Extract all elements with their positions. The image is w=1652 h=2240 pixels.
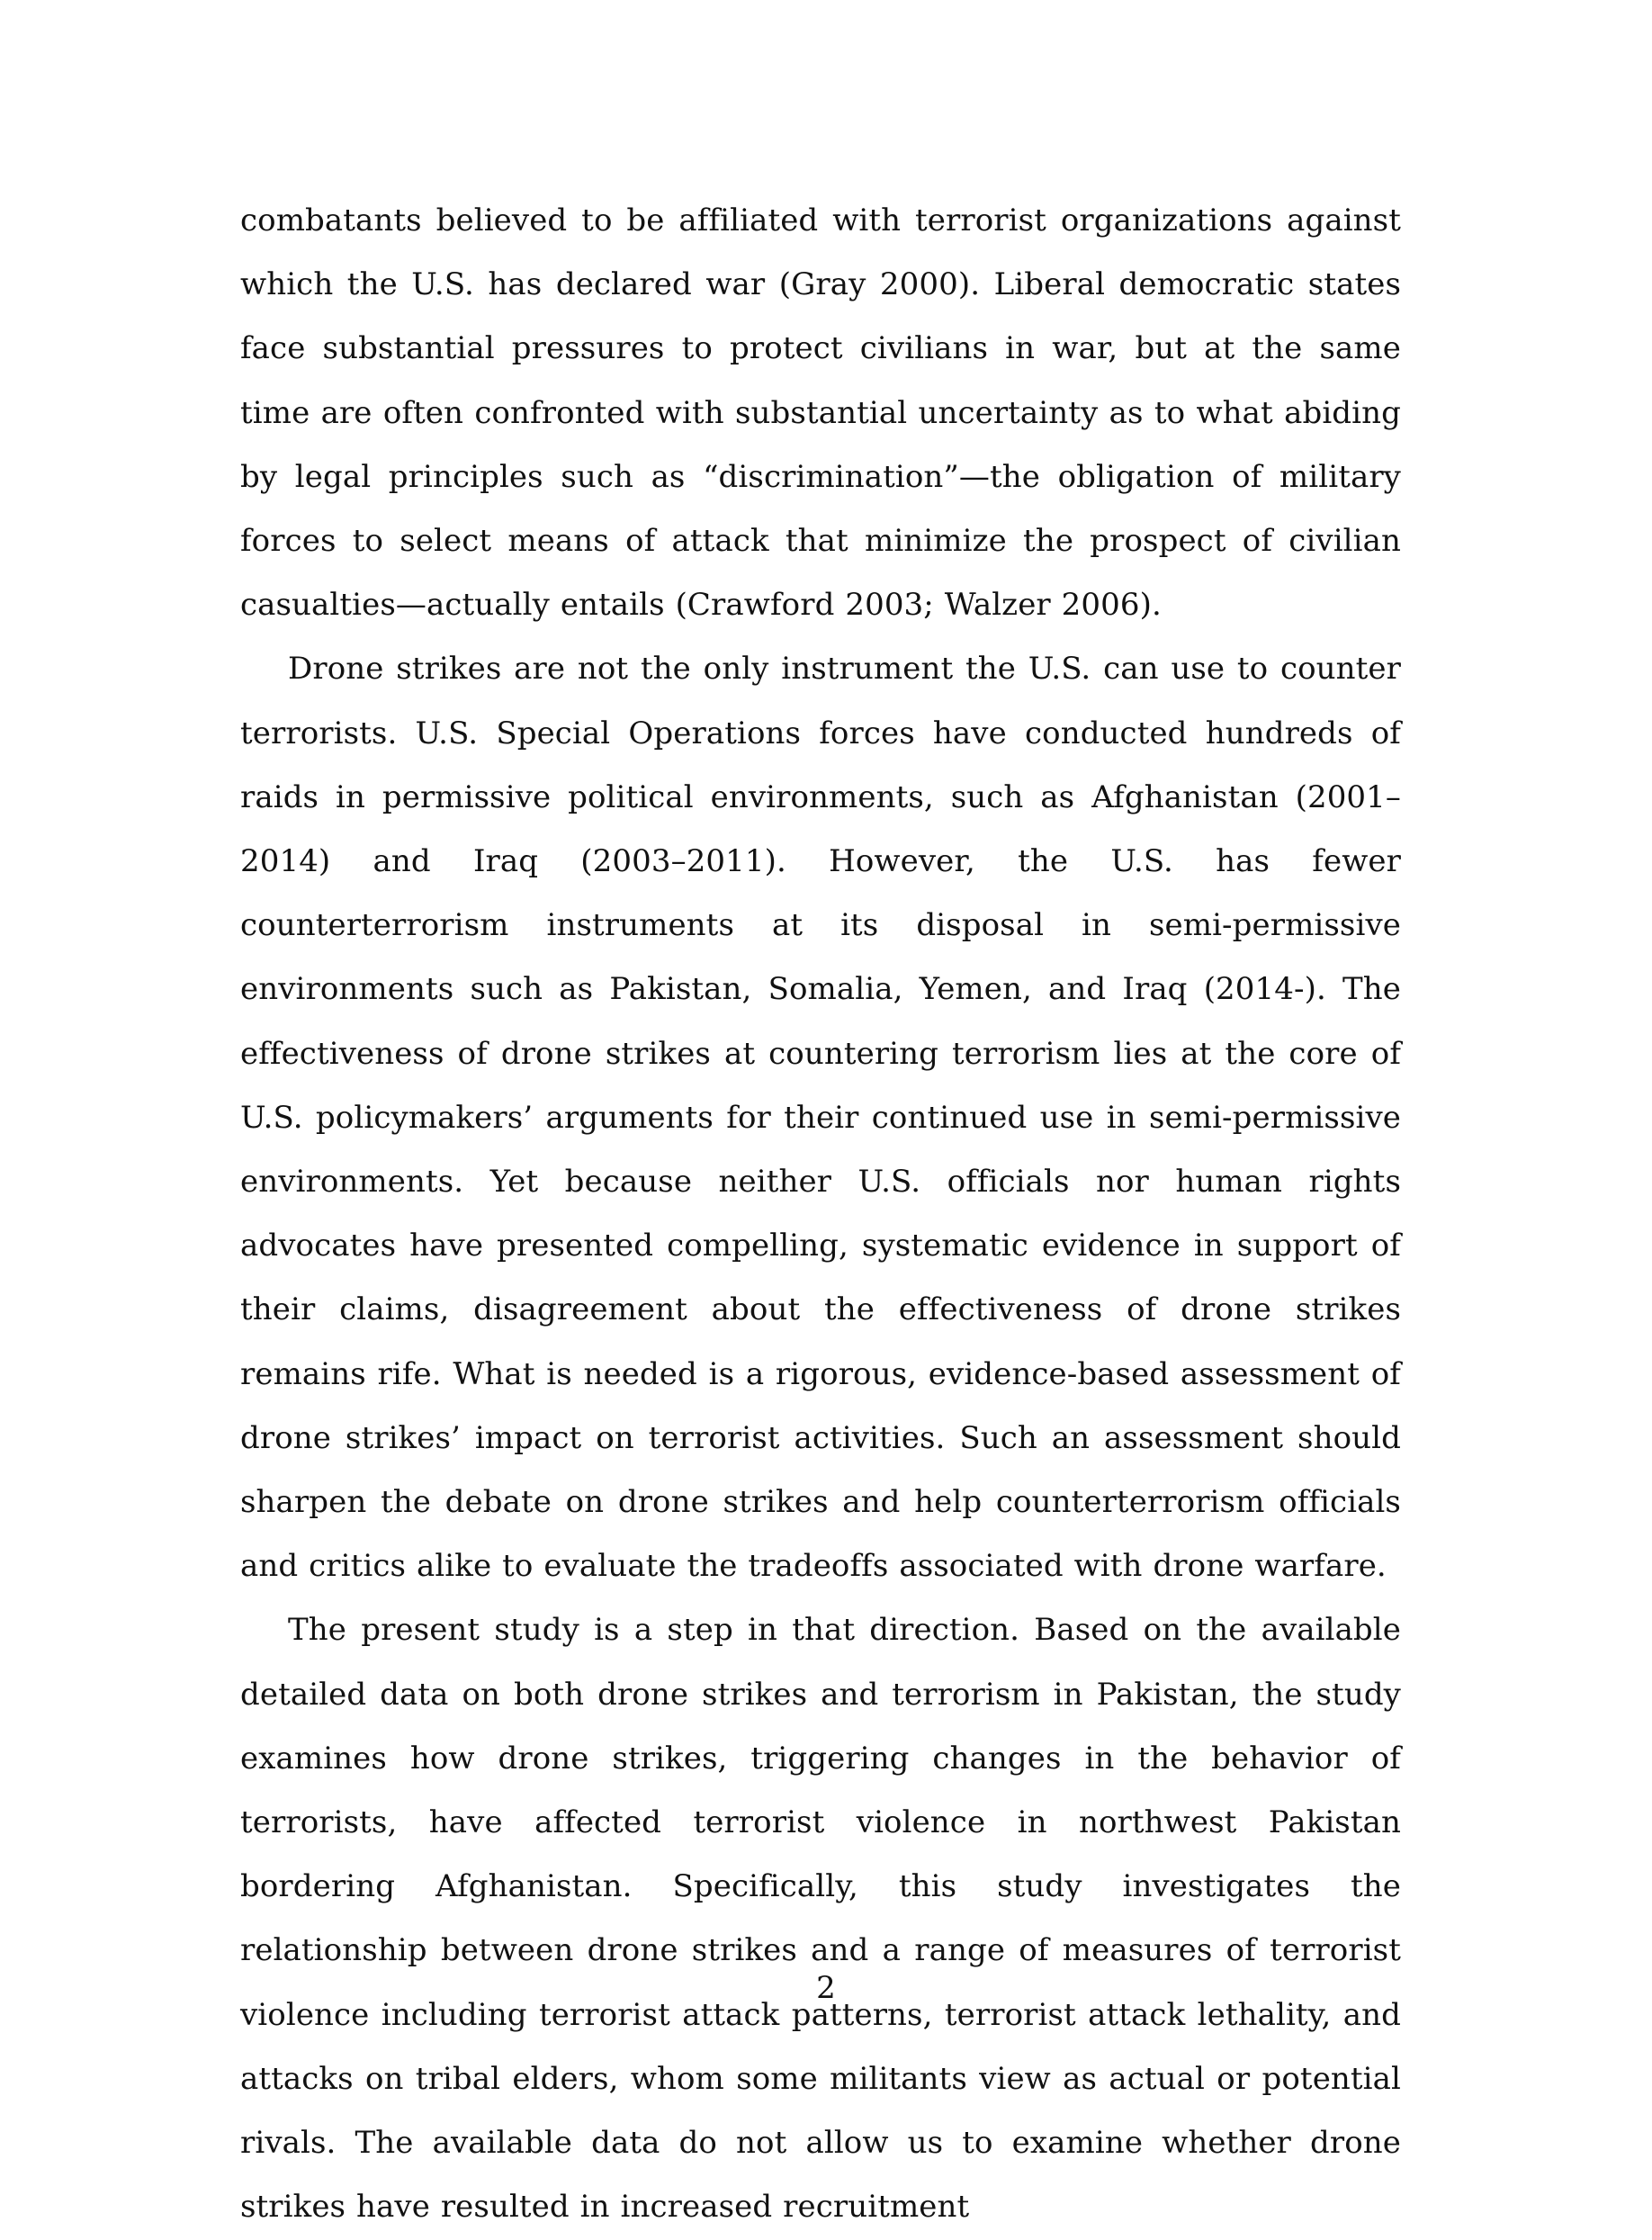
paragraph-present-study: The present study is a step in that direction. Based on the available detailed data on both drone strikes and terrorism in Pakistan, the study examines how drone strikes, triggering changes in the behavior of terrorists, have affected terrorist violence in northwest Pakistan bordering Afghanistan. Specifically, this study investigates the relationship between drone strikes and a range of measures of terrorist violence including terrorist attack patterns, terrorist attack lethality, and attacks on tribal elders, whom some militants view as actual or potential rivals. The available data do not allow us to examine whether drone strikes have resulted in increased recruitment [240, 1612, 1401, 2226]
paragraph-continued: combatants believed to be affiliated with terrorist organizations against which the U.S. has declared war (Gray 2000). Liberal democratic states face substantial pressures to protect civilians in war, but at the same time are often confronted with substantial uncertainty as to what abiding by legal principles such as “discrimination”—the obligation of military forces to select means of attack that minimize the prospect of civilian casualties—actually entails (Crawford 2003; Walzer 2006). [240, 202, 1401, 624]
paragraph-drone-strikes-instruments: Drone strikes are not the only instrument the U.S. can use to counter terrorists. U.S. Special Operations forces have conducted hundreds of raids in permissive political environments, such as Afghanistan (2001–2014) and Iraq (2003–2011). However, the U.S. has fewer counterterrorism instruments at its disposal in semi-permissive environments such as Pakistan, Somalia, Yemen, and Iraq (2014-). The effectiveness of drone strikes at countering terrorism lies at the core of U.S. policymakers’ arguments for their continued use in semi-permissive environments. Yet because neither U.S. officials nor human rights advocates have presented compelling, systematic evidence in support of their claims, disagreement about the effectiveness of drone strikes remains rife. What is needed is a rigorous, evidence-based assessment of drone strikes’ impact on terrorist activities. Such an assessment should sharpen the debate on drone strikes and help counterterrorism officials and critics alike to evaluate the tradeoffs associated with drone warfare. [240, 651, 1401, 1585]
body-text [240, 189, 1401, 2240]
page-number: 2 [816, 1970, 836, 2006]
